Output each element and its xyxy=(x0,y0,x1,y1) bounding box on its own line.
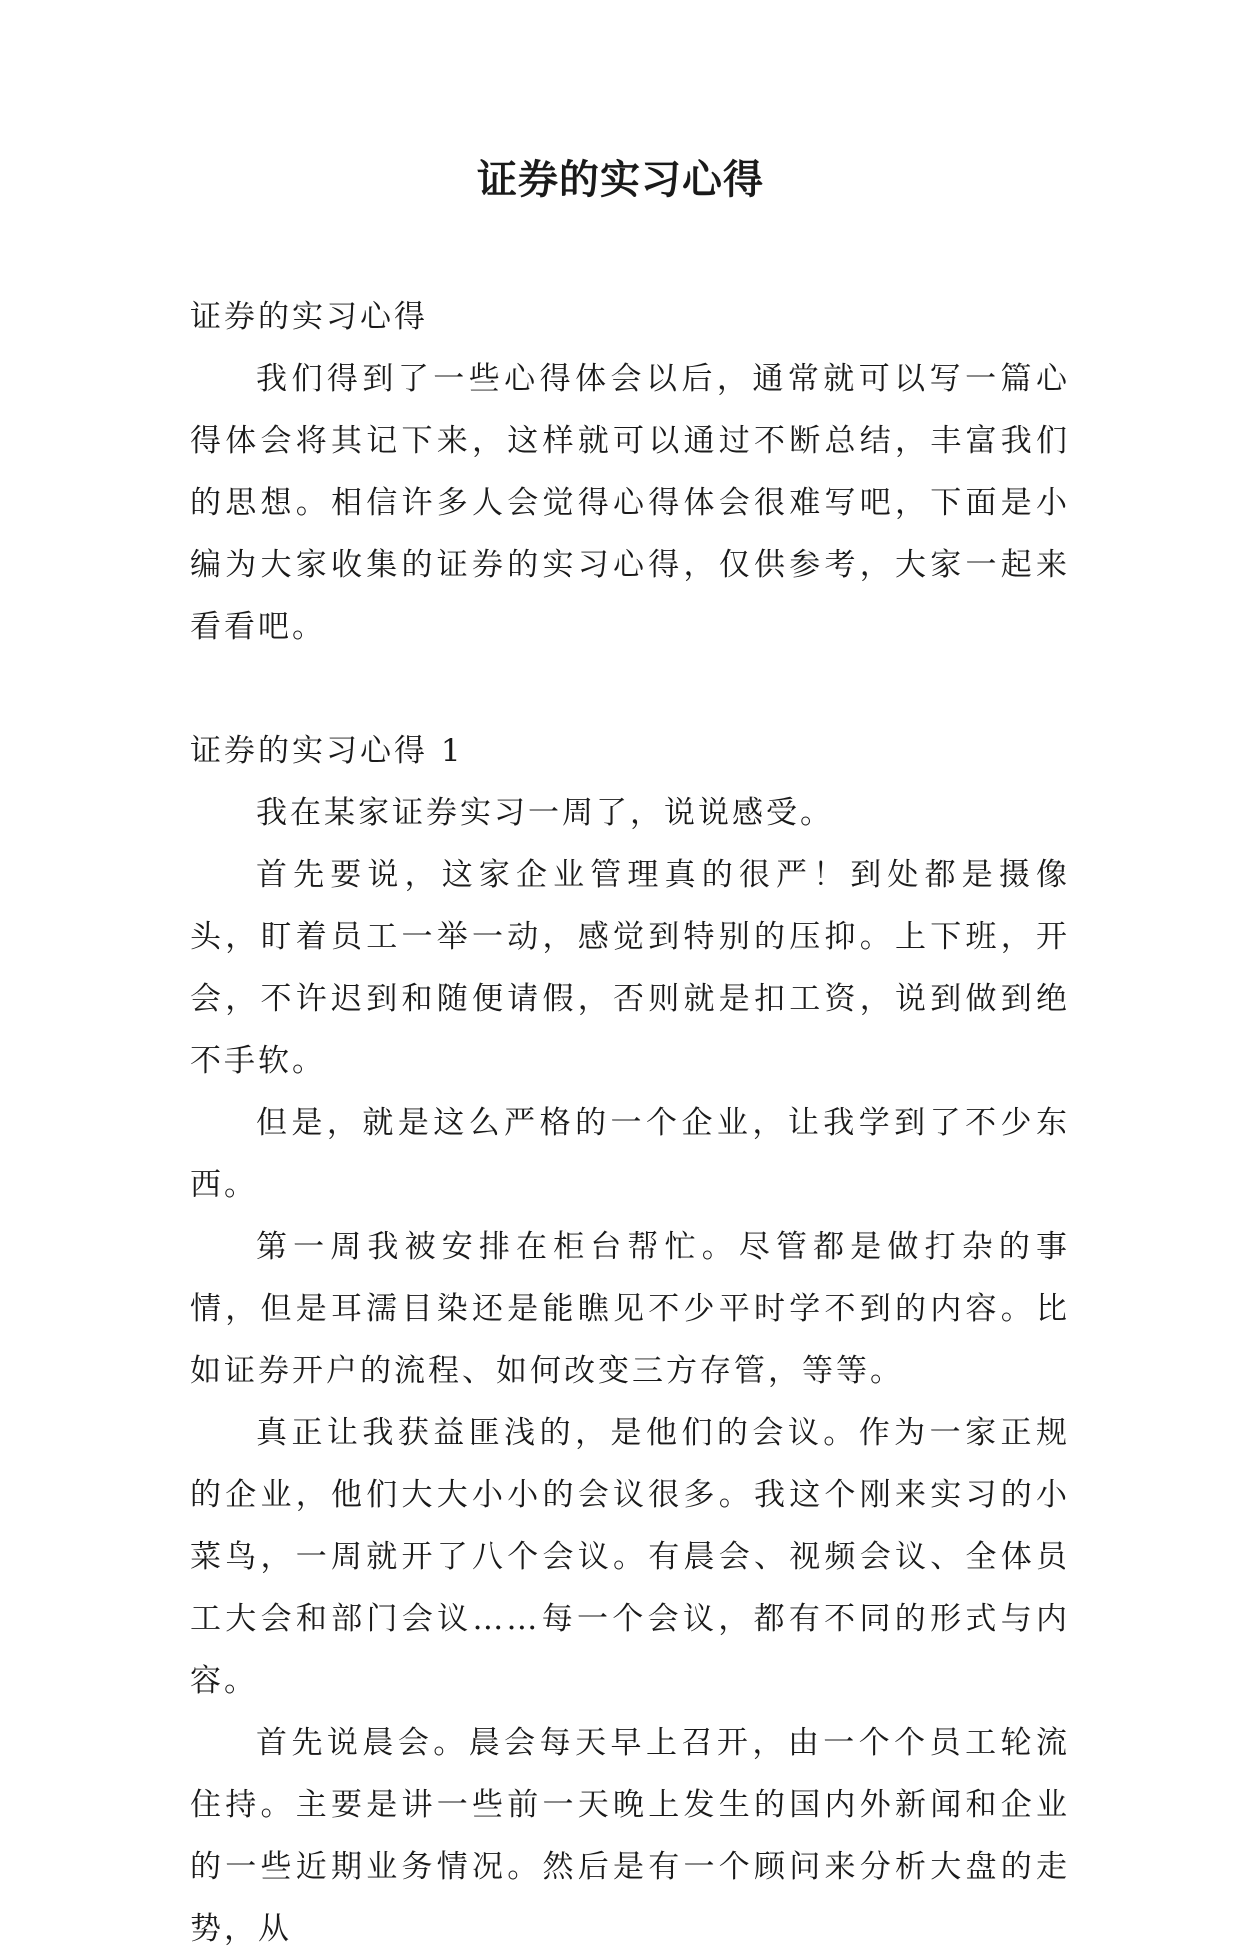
body-paragraph: 但是，就是这么严格的一个企业，让我学到了不少东西。 xyxy=(190,1105,1070,1203)
document-title: 证券的实习心得 xyxy=(477,156,764,203)
body-paragraph: 我在某家证券实习一周了，说说感受。 xyxy=(256,795,834,831)
section-heading: 证券的实习心得 xyxy=(190,299,428,335)
body-paragraph: 真正让我获益匪浅的，是他们的会议。作为一家正规的企业，他们大大小小的会议很多。我这个刚来实习的小菜鸟，一周就开了八个会议。有晨会、视频会议、全体员工大会和部门会议……每一个会议，都有不同的形式与内容。 xyxy=(190,1415,1070,1699)
part1-heading: 证券的实习心得 1 xyxy=(190,733,464,769)
intro-paragraph: 我们得到了一些心得体会以后，通常就可以写一篇心得体会将其记下来，这样就可以通过不断总结，丰富我们的思想。相信许多人会觉得心得体会很难写吧，下面是小编为大家收集的证券的实习心得，仅供参考，大家一起来看看吧。 xyxy=(190,361,1070,645)
body-paragraph: 首先要说，这家企业管理真的很严！到处都是摄像头，盯着员工一举一动，感觉到特别的压抑。上下班，开会，不许迟到和随便请假，否则就是扣工资，说到做到绝不手软。 xyxy=(190,857,1070,1079)
paragraph-spacer xyxy=(190,658,1070,720)
body-paragraph: 第一周我被安排在柜台帮忙。尽管都是做打杂的事情，但是耳濡目染还是能瞧见不少平时学不到的内容。比如证券开户的流程、如何改变三方存管，等等。 xyxy=(190,1229,1070,1389)
document-body xyxy=(190,286,1070,1960)
body-paragraph: 首先说晨会。晨会每天早上召开，由一个个员工轮流住持。主要是讲一些前一天晚上发生的国内外新闻和企业的一些近期业务情况。然后是有一个顾问来分析大盘的走势，从 xyxy=(190,1725,1070,1947)
